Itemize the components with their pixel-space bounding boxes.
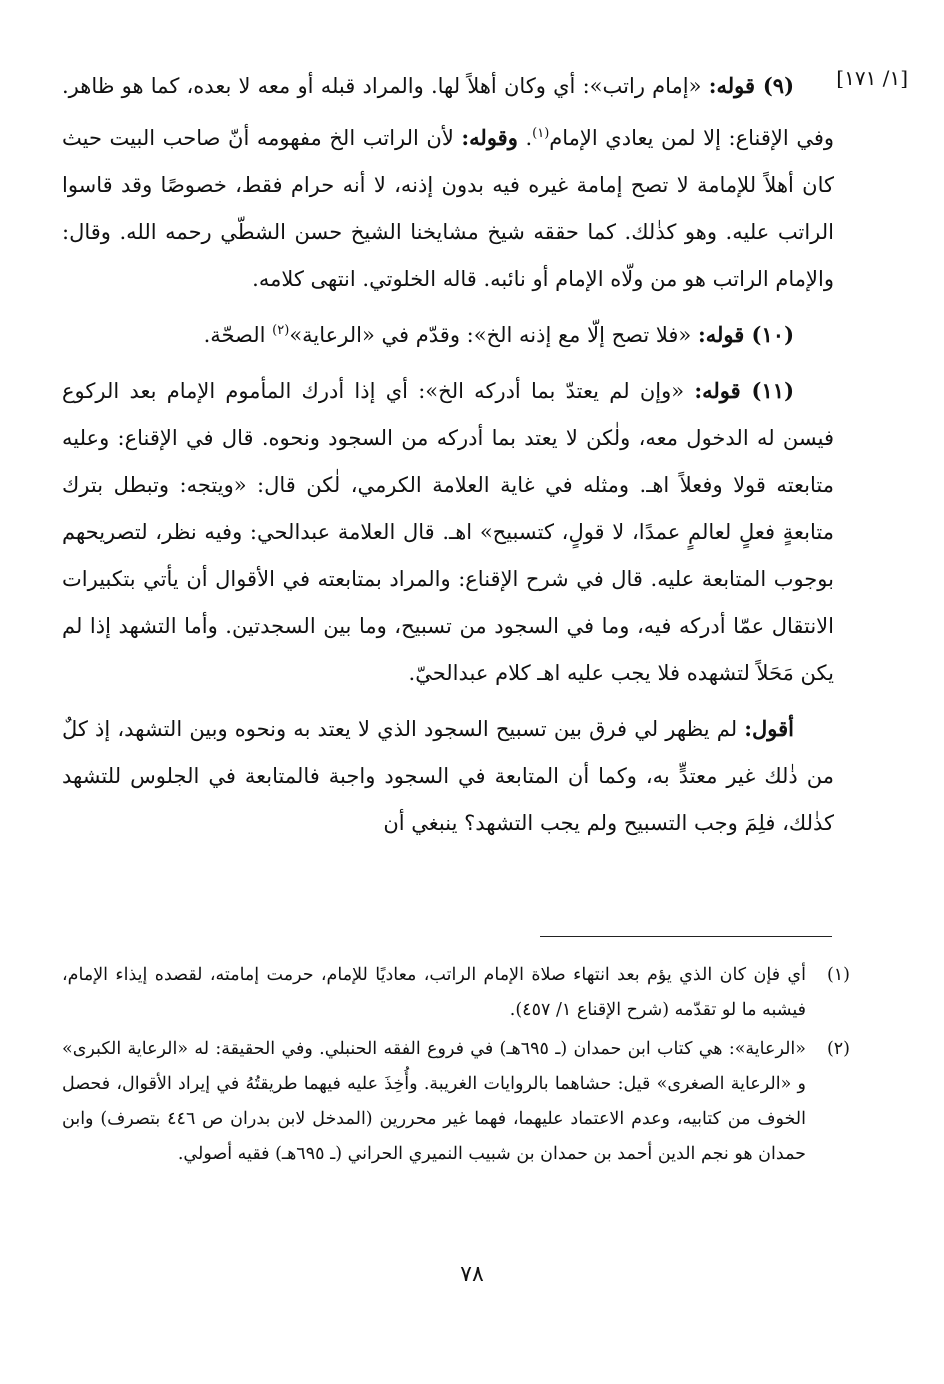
paragraph-text: لأن الراتب الخ مفهومه أنّ صاحب البيت حيث كان أهلاً للإمامة لا تصح إمامة غيره فيه بدون إذنه، لا أنه حرام فقط، خصوصًا وقد قاسوا الراتب عليه. وهو كذٰلك. كما حققه شيخ مشايخنا الشيخ حسن الشطّي رحمه الله. وقال: والإمام الراتب هو من ولّاه الإمام أو نائبه. قاله الخلوتي. انتهى كلامه.: [62, 126, 834, 291]
paragraph-label: (٩) قوله:: [708, 73, 794, 98]
paragraph-label: أقول:: [744, 716, 794, 741]
footnote-ref[interactable]: (٢): [272, 323, 290, 338]
main-text: [62, 62, 834, 855]
paragraph-label: (١٠) قوله:: [697, 322, 794, 347]
footnote-1: [62, 958, 850, 1028]
footnote-text: أي فإن كان الذي يؤم بعد انتهاء صلاة الإمام الراتب، معاديًا للإمام، حرمت إمامته، لقصده إيذاء الإمام، فيشبه ما لو تقدّمه (شرح الإقناع ١/ ٤٥٧).: [62, 965, 806, 1020]
paragraph-label: (١١) قوله:: [694, 378, 794, 403]
footnotes: [62, 958, 850, 1176]
paragraph-11: [62, 367, 834, 697]
paragraph-aqul: [62, 705, 834, 847]
footnote-2: [62, 1032, 850, 1172]
paragraph-label: وقوله:: [461, 125, 518, 150]
paragraph-10: [62, 307, 834, 359]
paragraph-9: [62, 62, 834, 303]
footnote-number: (٢): [826, 1039, 850, 1059]
footnote-divider: [540, 936, 832, 937]
footnote-number: (١): [826, 965, 850, 985]
paragraph-text: لم يظهر لي فرق بين تسبيح السجود الذي لا يعتد به ونحوه وبين التشهد، إذ كلٌ من ذٰلك غير معتدٍّ به، وكما أن المتابعة في السجود واجبة فالمتابعة في الجلوس للتشهد كذٰلك، فلِمَ وجب التسبيح ولم يجب التشهد؟ ينبغي أن: [62, 717, 834, 835]
paragraph-text: الصحّة.: [203, 323, 273, 347]
footnote-ref[interactable]: (١): [532, 126, 550, 141]
paragraph-text: «فلا تصح إلّا مع إذنه الخ»: وقدّم في «الرعاية»: [289, 323, 698, 347]
footnote-text: «الرعاية»: هي كتاب ابن حمدان (ـ ٦٩٥هـ) في فروع الفقه الحنبلي. وفي الحقيقة: له «الرعاية الكبرى» و «الرعاية الصغرى» قيل: حشاهما بالروايات الغريبة. وأُخِذَ عليه فيهما طريقتُهُ في إيراد الأقوال، فحصل الخوف من كتابيه، وعدم الاعتماد عليهما، فهما غير محررين (المدخل لابن بدران ص ٤٤٦ بتصرف) وابن حمدان هو نجم الدين أحمد بن حمدان بن شبيب النميري الحراني (ـ ٦٩٥هـ) فقيه أصولي.: [62, 1039, 807, 1164]
page-number: ٧٨: [460, 1262, 484, 1287]
margin-page-reference: [١/ ١٧١]: [836, 66, 908, 90]
paragraph-text: .: [517, 126, 533, 150]
paragraph-text: «إمام راتب»: أي وكان أهلاً لها. والمراد قبله أو معه لا بعده، كما هو ظاهر. وفي الإقناع: إلا لمن يعادي الإمام: [62, 74, 834, 150]
paragraph-text: «وإن لم يعتدّ بما أدركه الخ»: أي إذا أدرك المأموم الإمام بعد الركوع فيسن له الدخول معه، ولٰكن لا يعتد بما أدركه من السجود ونحوه. قال في الإقناع: وعليه متابعته قولا وفعلاً اهـ. ومثله في غاية العلامة الكرمي، لٰكن قال: «ويتجه: وتبطل بترك متابعةٍ فعلٍ لعالمٍ عمدًا، لا قولٍ، كتسبيح» اهـ. قال العلامة عبدالحي: وفيه نظر، لتصريحهم بوجوب المتابعة عليه. قال في شرح الإقناع: والمراد بمتابعته في الأقوال أن يأتي بتكبيرات الانتقال عمّا أدركه فيه، وما في السجود من تسبيح، وما بين السجدتين. وأما التشهد إذا لم يكن مَحَلاً لتشهده فلا يجب عليه اهـ كلام عبدالحيّ.: [62, 379, 834, 685]
